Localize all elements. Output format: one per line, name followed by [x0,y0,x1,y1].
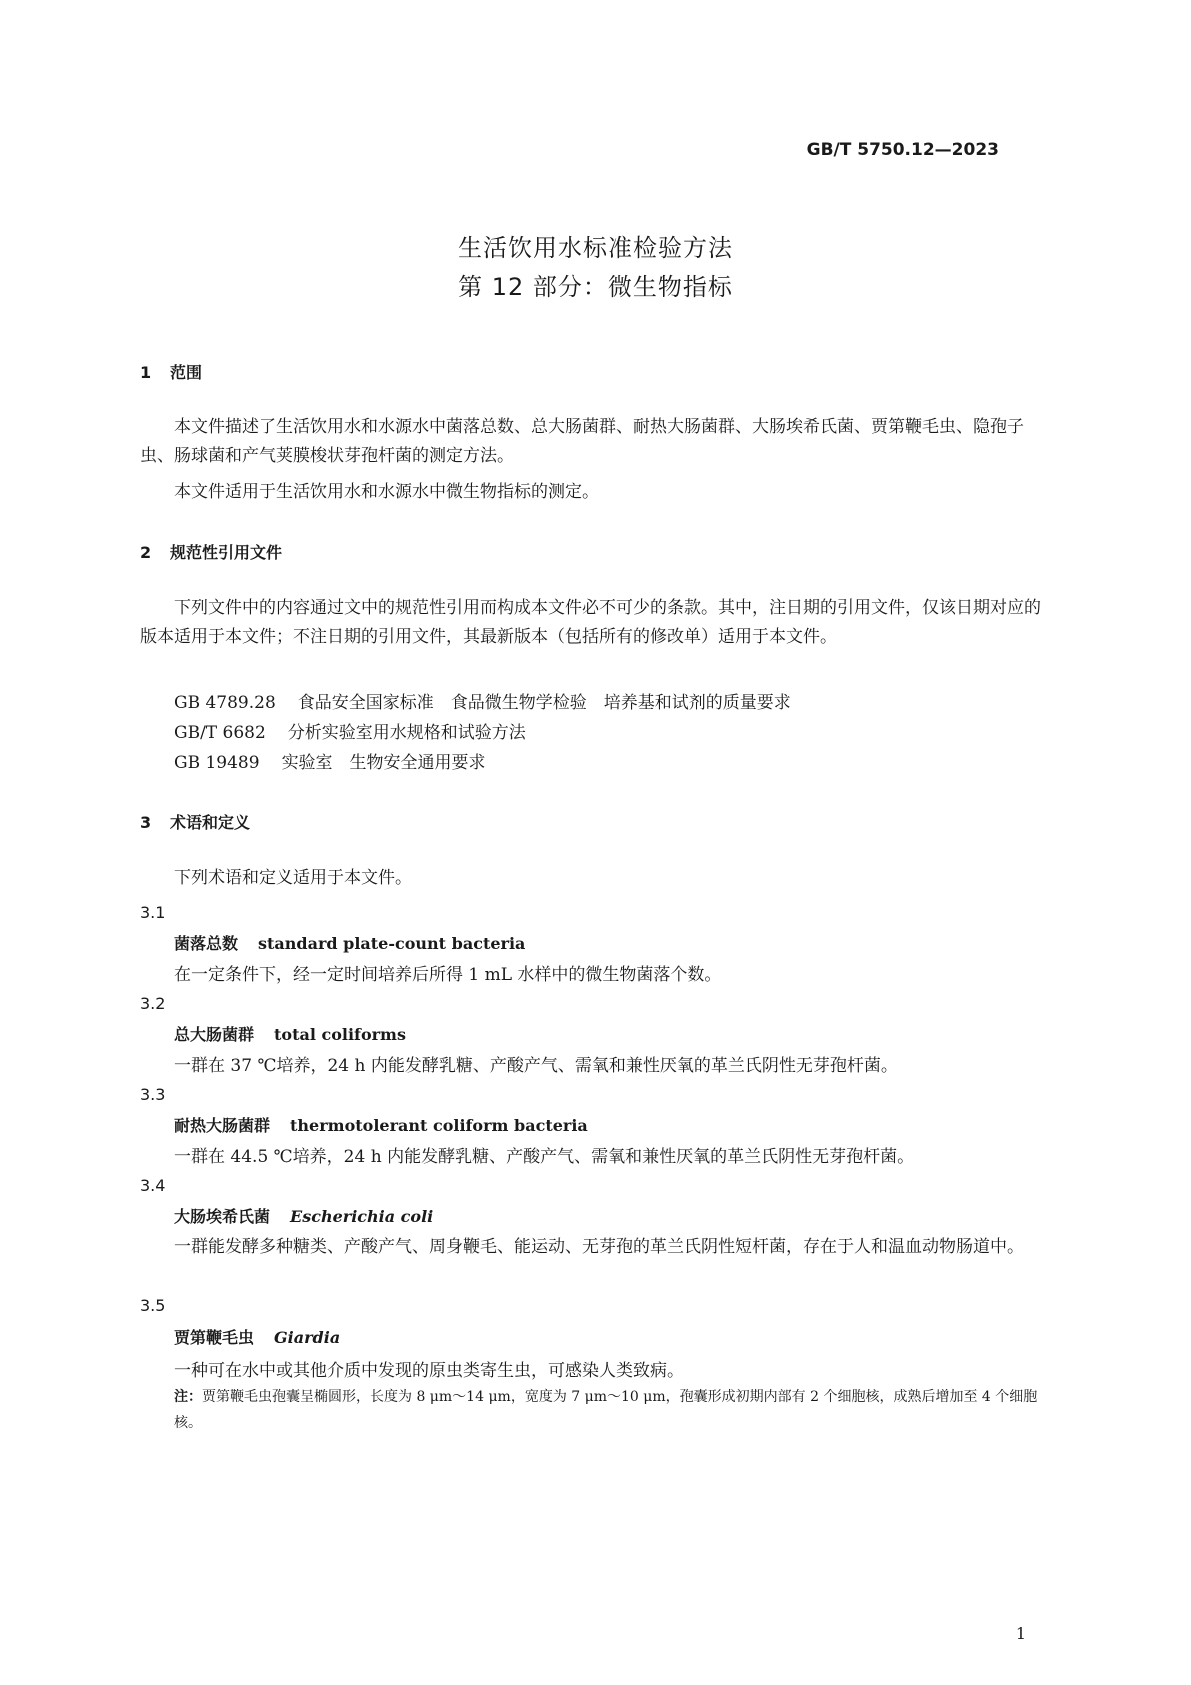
section-number: 3 [140,813,152,832]
term-definition: 在一定条件下，经一定时间培养后所得 1 mL 水样中的微生物菌落个数。 [174,965,722,985]
note-text: 贾第鞭毛虫孢囊呈椭圆形，长度为 8 μm～14 μm，宽度为 7 μm～10 μm，孢囊形成初期内部有 2 个细胞核，成熟后增加至 4 个细胞核。 [174,1389,1038,1431]
term-en: Escherichia coli [290,1207,434,1226]
reference-code: GB/T 6682 [174,723,266,743]
term-number: 3.4 [140,1176,166,1195]
term-number: 3.3 [140,1085,166,1104]
section-3-paragraph-1: 下列术语和定义适用于本文件。 [174,868,412,888]
term-en: Giardia [274,1328,341,1347]
term-heading [174,1204,433,1227]
term-zh: 耐热大肠菌群 [174,1116,271,1135]
section-number: 2 [140,543,152,562]
section-title: 规范性引用文件 [170,543,283,562]
note-label: 注： [174,1389,202,1405]
term-definition: 一群在 44.5 ℃培养，24 h 内能发酵乳糖、产酸产气、需氧和兼性厌氧的革兰氏阴性无芽孢杆菌。 [174,1147,915,1167]
section-title: 术语和定义 [170,813,251,832]
page-number: 1 [1015,1624,1026,1643]
section-title: 范围 [170,363,203,382]
term-en: total coliforms [274,1025,406,1044]
section-2-heading [140,540,282,563]
term-definition: 一群在 37 ℃培养，24 h 内能发酵乳糖、产酸产气、需氧和兼性厌氧的革兰氏阴性无芽孢杆菌。 [174,1056,898,1076]
term-note [174,1384,1054,1436]
document-title-line2: 第 12 部分：微生物指标 [458,273,733,301]
term-definition: 一种可在水中或其他介质中发现的原虫类寄生虫，可感染人类致病。 [174,1361,684,1381]
reference-code: GB 19489 [174,753,260,773]
term-definition: 一群能发酵多种糖类、产酸产气、周身鞭毛、能运动、无芽孢的革兰氏阴性短杆菌，存在于人和温血动物肠道中。 [174,1237,1024,1257]
term-heading [174,931,525,954]
section-1-heading [140,360,202,383]
normative-reference [174,688,791,713]
section-3-heading [140,810,250,833]
term-zh: 大肠埃希氏菌 [174,1207,271,1226]
term-heading [174,1325,340,1348]
standard-code: GB/T 5750.12—2023 [806,140,999,160]
term-heading [174,1113,588,1136]
document-title-line1: 生活饮用水标准检验方法 [458,234,733,262]
term-number: 3.1 [140,903,166,922]
section-1-paragraph-2: 本文件适用于生活饮用水和水源水中微生物指标的测定。 [174,482,599,502]
term-heading [174,1022,406,1045]
reference-code: GB 4789.28 [174,693,276,713]
section-1-paragraph-1: 本文件描述了生活饮用水和水源水中菌落总数、总大肠菌群、耐热大肠菌群、大肠埃希氏菌、贾第鞭毛虫、隐孢子虫、肠球菌和产气荚膜梭状芽孢杆菌的测定方法。 [140,417,1024,466]
term-number: 3.5 [140,1296,166,1315]
normative-reference [174,748,486,773]
term-number: 3.2 [140,994,166,1013]
normative-reference [174,718,526,743]
term-zh: 菌落总数 [174,934,239,953]
term-zh: 总大肠菌群 [174,1025,255,1044]
term-zh: 贾第鞭毛虫 [174,1328,255,1347]
reference-title: 实验室 生物安全通用要求 [281,753,486,773]
section-2-paragraph-1: 下列文件中的内容通过文中的规范性引用而构成本文件必不可少的条款。其中，注日期的引用文件，仅该日期对应的版本适用于本文件；不注日期的引用文件，其最新版本（包括所有的修改单）适用于本文件。 [140,598,1041,647]
reference-title: 食品安全国家标准 食品微生物学检验 培养基和试剂的质量要求 [297,693,791,713]
section-number: 1 [140,363,152,382]
term-en: thermotolerant coliform bacteria [290,1116,588,1135]
reference-title: 分析实验室用水规格和试验方法 [287,723,526,743]
term-en: standard plate-count bacteria [258,934,526,953]
